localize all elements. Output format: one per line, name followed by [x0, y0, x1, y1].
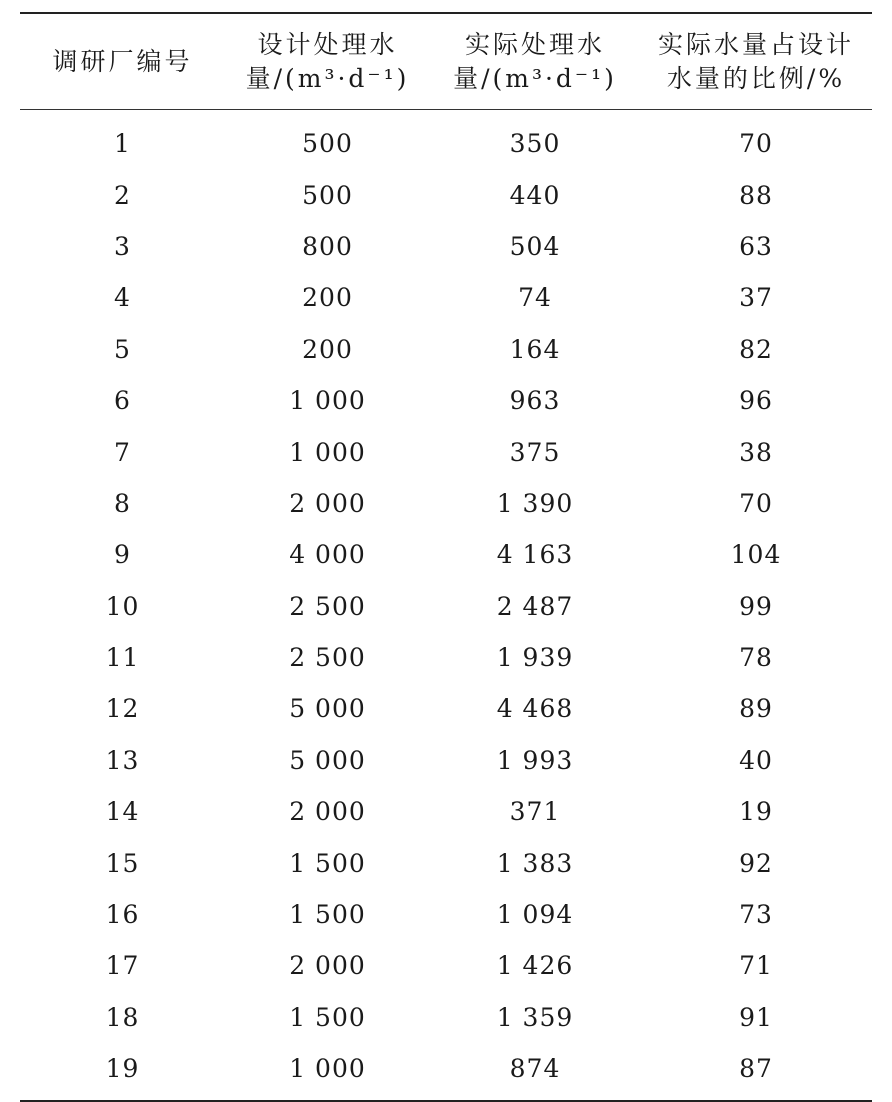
header-ratio: 实际水量占设计 水量的比例/% [657, 29, 854, 93]
cell-design-capacity: 1 000 [289, 437, 366, 467]
cell-ratio: 88 [739, 180, 773, 210]
table-row [20, 581, 872, 632]
cell-design-capacity: 200 [302, 283, 353, 313]
cell-ratio: 19 [739, 797, 773, 827]
table-row [20, 889, 872, 940]
cell-ratio: 70 [739, 129, 773, 159]
cell-actual-capacity: 504 [509, 231, 561, 261]
cell-design-capacity: 1 000 [289, 1054, 366, 1084]
cell-design-capacity: 1 500 [289, 848, 366, 878]
cell-actual-capacity: 1 390 [496, 488, 574, 518]
table-row [20, 992, 872, 1043]
cell-actual-capacity: 1 094 [496, 900, 574, 930]
cell-actual-capacity: 4 468 [496, 694, 574, 724]
cell-ratio: 37 [739, 283, 773, 313]
cell-actual-capacity: 1 993 [496, 745, 574, 775]
cell-plant-id: 5 [114, 334, 131, 364]
cell-plant-id: 1 [114, 129, 131, 159]
cell-ratio: 99 [739, 591, 773, 621]
cell-ratio: 92 [739, 848, 773, 878]
table-row [20, 375, 872, 426]
cell-plant-id: 18 [105, 1002, 140, 1032]
cell-ratio: 104 [730, 540, 782, 570]
cell-actual-capacity: 371 [509, 797, 561, 827]
cell-ratio: 96 [739, 386, 773, 416]
cell-actual-capacity: 1 939 [496, 643, 574, 673]
cell-ratio: 87 [739, 1054, 773, 1084]
table-row [20, 118, 872, 169]
cell-actual-capacity: 1 359 [496, 1002, 574, 1032]
cell-design-capacity: 2 000 [289, 488, 366, 518]
cell-design-capacity: 200 [302, 334, 353, 364]
cell-plant-id: 15 [105, 848, 140, 878]
table-row [20, 683, 872, 734]
data-table [20, 12, 872, 1102]
cell-actual-capacity: 1 426 [496, 951, 574, 981]
cell-plant-id: 12 [105, 694, 140, 724]
cell-design-capacity: 5 000 [289, 694, 366, 724]
table-row [20, 324, 872, 375]
table-row [20, 221, 872, 272]
cell-plant-id: 17 [105, 951, 140, 981]
cell-ratio: 71 [739, 951, 773, 981]
cell-design-capacity: 500 [302, 180, 353, 210]
table-row [20, 735, 872, 786]
table-row [20, 786, 872, 837]
cell-ratio: 63 [739, 231, 773, 261]
cell-design-capacity: 2 500 [289, 643, 366, 673]
cell-actual-capacity: 2 487 [496, 591, 574, 621]
table-row [20, 426, 872, 477]
cell-plant-id: 14 [105, 797, 140, 827]
table-row [20, 478, 872, 529]
cell-actual-capacity: 350 [509, 129, 561, 159]
cell-actual-capacity: 164 [509, 334, 561, 364]
cell-plant-id: 8 [114, 488, 131, 518]
header-plant-id: 调研厂编号 [52, 46, 193, 76]
cell-design-capacity: 500 [302, 129, 353, 159]
cell-plant-id: 10 [105, 591, 140, 621]
cell-design-capacity: 5 000 [289, 745, 366, 775]
header-actual-capacity: 实际处理水 量/(m³·d⁻¹) [453, 29, 617, 93]
cell-design-capacity: 2 000 [289, 951, 366, 981]
cell-plant-id: 3 [114, 231, 131, 261]
cell-design-capacity: 1 500 [289, 900, 366, 930]
cell-design-capacity: 2 500 [289, 591, 366, 621]
cell-plant-id: 4 [114, 283, 131, 313]
cell-ratio: 89 [739, 694, 773, 724]
table-row [20, 632, 872, 683]
cell-design-capacity: 2 000 [289, 797, 366, 827]
table-row [20, 940, 872, 991]
cell-ratio: 40 [739, 745, 773, 775]
table-body [20, 110, 872, 1100]
cell-design-capacity: 800 [302, 231, 353, 261]
cell-ratio: 82 [739, 334, 773, 364]
cell-design-capacity: 1 000 [289, 386, 366, 416]
cell-plant-id: 16 [105, 900, 140, 930]
cell-design-capacity: 4 000 [289, 540, 366, 570]
cell-actual-capacity: 440 [509, 180, 561, 210]
cell-plant-id: 11 [105, 643, 140, 673]
cell-actual-capacity: 1 383 [496, 848, 574, 878]
cell-ratio: 70 [739, 488, 773, 518]
table-row [20, 1043, 872, 1094]
table-row [20, 529, 872, 580]
cell-ratio: 38 [739, 437, 773, 467]
table-row [20, 272, 872, 323]
cell-plant-id: 7 [114, 437, 131, 467]
cell-plant-id: 2 [114, 180, 131, 210]
cell-actual-capacity: 375 [509, 437, 561, 467]
cell-design-capacity: 1 500 [289, 1002, 366, 1032]
cell-actual-capacity: 874 [509, 1054, 561, 1084]
cell-plant-id: 19 [105, 1054, 140, 1084]
table-header-row [20, 14, 872, 109]
cell-ratio: 91 [739, 1002, 773, 1032]
cell-ratio: 78 [739, 643, 773, 673]
cell-actual-capacity: 4 163 [496, 540, 574, 570]
table-row [20, 837, 872, 888]
cell-actual-capacity: 74 [518, 283, 552, 313]
cell-actual-capacity: 963 [509, 386, 561, 416]
cell-ratio: 73 [739, 900, 773, 930]
cell-plant-id: 9 [114, 540, 131, 570]
cell-plant-id: 6 [114, 386, 131, 416]
table-row [20, 169, 872, 220]
header-design-capacity: 设计处理水 量/(m³·d⁻¹) [245, 29, 410, 93]
cell-plant-id: 13 [105, 745, 140, 775]
